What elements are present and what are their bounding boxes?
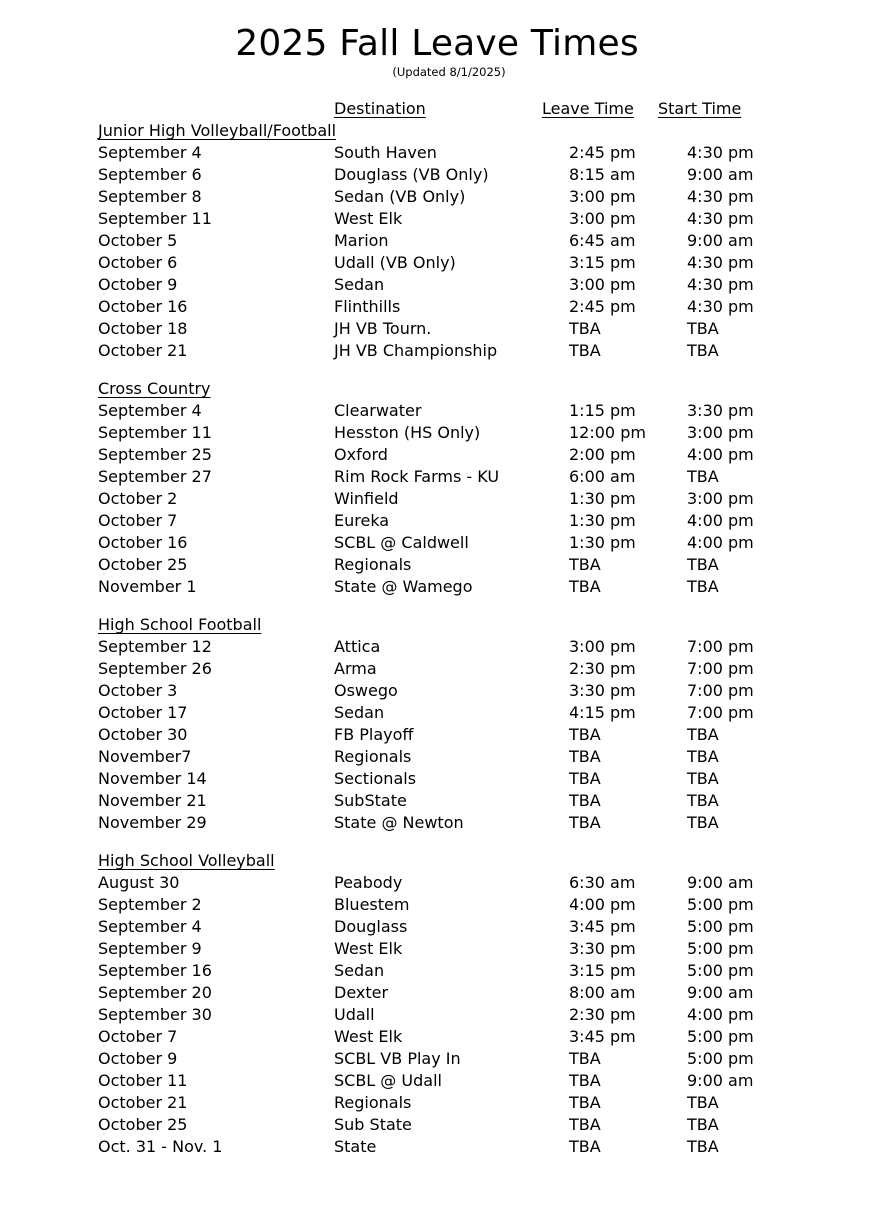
leave-time: 4:15 pm — [569, 703, 636, 722]
event-date: November 1 — [98, 577, 197, 596]
event-destination: JH VB Tourn. — [334, 319, 432, 338]
start-time-header: Start Time — [658, 99, 742, 118]
schedule-row — [0, 680, 874, 702]
event-date: September 2 — [98, 895, 202, 914]
start-time: 3:30 pm — [687, 401, 754, 420]
leave-time: 3:15 pm — [569, 253, 636, 272]
schedule-row — [0, 340, 874, 362]
start-time: 4:00 pm — [687, 533, 754, 552]
event-date: October 11 — [98, 1071, 188, 1090]
destination-header: Destination — [334, 99, 426, 118]
event-destination: South Haven — [334, 143, 437, 162]
event-destination: State @ Newton — [334, 813, 464, 832]
schedule-row — [0, 444, 874, 466]
schedule-row — [0, 186, 874, 208]
event-date: October 9 — [98, 275, 178, 294]
schedule-section — [0, 850, 874, 1158]
schedule-row — [0, 1026, 874, 1048]
start-time: TBA — [687, 319, 719, 338]
event-date: September 25 — [98, 445, 212, 464]
leave-time: 6:00 am — [569, 467, 636, 486]
start-time: 4:30 pm — [687, 297, 754, 316]
event-destination: Sedan (VB Only) — [334, 187, 466, 206]
schedule-row — [0, 1048, 874, 1070]
leave-time: 3:00 pm — [569, 209, 636, 228]
schedule-row — [0, 274, 874, 296]
start-time: 4:00 pm — [687, 445, 754, 464]
start-time: 9:00 am — [687, 231, 754, 250]
event-destination: Sub State — [334, 1115, 412, 1134]
leave-time: TBA — [569, 341, 601, 360]
schedule-row — [0, 230, 874, 252]
event-destination: Winfield — [334, 489, 399, 508]
event-destination: Udall — [334, 1005, 375, 1024]
event-date: October 18 — [98, 319, 188, 338]
leave-time: 2:00 pm — [569, 445, 636, 464]
event-date: October 21 — [98, 341, 188, 360]
event-date: October 5 — [98, 231, 178, 250]
event-date: October 25 — [98, 555, 188, 574]
leave-time: TBA — [569, 577, 601, 596]
schedule-row — [0, 318, 874, 340]
schedule-row — [0, 576, 874, 598]
schedule-row — [0, 1136, 874, 1158]
start-time: 7:00 pm — [687, 637, 754, 656]
event-destination: Marion — [334, 231, 389, 250]
event-destination: Udall (VB Only) — [334, 253, 456, 272]
event-date: October 7 — [98, 511, 178, 530]
event-destination: Oswego — [334, 681, 398, 700]
event-destination: Oxford — [334, 445, 388, 464]
event-date: September 11 — [98, 209, 212, 228]
schedule-row — [0, 812, 874, 834]
event-date: September 6 — [98, 165, 202, 184]
event-destination: JH VB Championship — [334, 341, 498, 360]
event-date: October 7 — [98, 1027, 178, 1046]
section-title: High School Volleyball — [98, 851, 275, 870]
leave-time: 2:45 pm — [569, 297, 636, 316]
event-date: October 25 — [98, 1115, 188, 1134]
event-date: November 14 — [98, 769, 207, 788]
schedule-row — [0, 1092, 874, 1114]
start-time: 5:00 pm — [687, 961, 754, 980]
event-destination: Clearwater — [334, 401, 422, 420]
leave-time: TBA — [569, 555, 601, 574]
start-time: 5:00 pm — [687, 1049, 754, 1068]
event-destination: Douglass — [334, 917, 408, 936]
start-time: TBA — [687, 747, 719, 766]
schedule-row — [0, 982, 874, 1004]
leave-time: 3:45 pm — [569, 1027, 636, 1046]
event-destination: Arma — [334, 659, 377, 678]
start-time: 9:00 am — [687, 1071, 754, 1090]
event-date: September 4 — [98, 143, 202, 162]
schedule-row — [0, 488, 874, 510]
leave-time: TBA — [569, 1093, 601, 1112]
event-date: October 21 — [98, 1093, 188, 1112]
event-date: September 26 — [98, 659, 212, 678]
start-time: TBA — [687, 467, 719, 486]
event-date: October 16 — [98, 533, 188, 552]
event-destination: Sectionals — [334, 769, 417, 788]
schedule-row — [0, 790, 874, 812]
leave-time: TBA — [569, 1115, 601, 1134]
start-time: TBA — [687, 1115, 719, 1134]
event-date: October 17 — [98, 703, 188, 722]
leave-time: 1:15 pm — [569, 401, 636, 420]
event-destination: State — [334, 1137, 377, 1156]
schedule-sections — [0, 120, 874, 1174]
schedule-row — [0, 960, 874, 982]
event-destination: Regionals — [334, 555, 412, 574]
start-time: 4:30 pm — [687, 143, 754, 162]
leave-time: 8:15 am — [569, 165, 636, 184]
event-date: September 20 — [98, 983, 212, 1002]
event-date: September 4 — [98, 917, 202, 936]
event-date: September 30 — [98, 1005, 212, 1024]
start-time: TBA — [687, 769, 719, 788]
event-destination: SCBL @ Udall — [334, 1071, 442, 1090]
leave-time: TBA — [569, 747, 601, 766]
schedule-row — [0, 636, 874, 658]
event-destination: State @ Wamego — [334, 577, 473, 596]
leave-time: 2:30 pm — [569, 1005, 636, 1024]
event-date: October 9 — [98, 1049, 178, 1068]
schedule-section — [0, 614, 874, 834]
schedule-row — [0, 510, 874, 532]
event-date: August 30 — [98, 873, 180, 892]
leave-time-header: Leave Time — [542, 99, 634, 118]
event-destination: SubState — [334, 791, 407, 810]
event-destination: Hesston (HS Only) — [334, 423, 481, 442]
leave-time: TBA — [569, 813, 601, 832]
event-date: October 30 — [98, 725, 188, 744]
start-time: 9:00 am — [687, 165, 754, 184]
event-destination: West Elk — [334, 939, 403, 958]
start-time: 4:00 pm — [687, 511, 754, 530]
event-destination: Sedan — [334, 961, 385, 980]
start-time: 5:00 pm — [687, 1027, 754, 1046]
schedule-row — [0, 422, 874, 444]
schedule-row — [0, 208, 874, 230]
event-destination: West Elk — [334, 1027, 403, 1046]
leave-time: 6:45 am — [569, 231, 636, 250]
leave-time: TBA — [569, 769, 601, 788]
leave-time: 1:30 pm — [569, 511, 636, 530]
page-title: 2025 Fall Leave Times — [235, 23, 639, 64]
schedule-row — [0, 554, 874, 576]
start-time: 4:30 pm — [687, 275, 754, 294]
event-destination: Rim Rock Farms - KU — [334, 467, 500, 486]
event-date: October 16 — [98, 297, 188, 316]
leave-time: 3:30 pm — [569, 939, 636, 958]
schedule-row — [0, 532, 874, 554]
schedule-row — [0, 400, 874, 422]
leave-time: TBA — [569, 791, 601, 810]
start-time: 4:30 pm — [687, 253, 754, 272]
leave-time: 3:00 pm — [569, 637, 636, 656]
schedule-row — [0, 746, 874, 768]
column-headers — [0, 97, 874, 121]
start-time: TBA — [687, 341, 719, 360]
start-time: 5:00 pm — [687, 895, 754, 914]
schedule-row — [0, 252, 874, 274]
event-date: September 27 — [98, 467, 212, 486]
leave-time: 1:30 pm — [569, 533, 636, 552]
leave-time: 3:45 pm — [569, 917, 636, 936]
event-date: September 11 — [98, 423, 212, 442]
event-destination: Attica — [334, 637, 381, 656]
section-title: High School Football — [98, 615, 262, 634]
schedule-section — [0, 378, 874, 598]
leave-time: 3:00 pm — [569, 275, 636, 294]
start-time: 4:00 pm — [687, 1005, 754, 1024]
event-date: October 3 — [98, 681, 178, 700]
leave-time: 12:00 pm — [569, 423, 646, 442]
start-time: 4:30 pm — [687, 209, 754, 228]
leave-time: TBA — [569, 725, 601, 744]
updated-note: (Updated 8/1/2025) — [392, 65, 506, 79]
event-destination: Sedan — [334, 703, 385, 722]
event-destination: Dexter — [334, 983, 389, 1002]
event-destination: Regionals — [334, 747, 412, 766]
schedule-row — [0, 916, 874, 938]
schedule-row — [0, 724, 874, 746]
start-time: TBA — [687, 1093, 719, 1112]
schedule-row — [0, 872, 874, 894]
leave-time: TBA — [569, 1049, 601, 1068]
event-destination: Bluestem — [334, 895, 410, 914]
start-time: 9:00 am — [687, 983, 754, 1002]
start-time: 7:00 pm — [687, 659, 754, 678]
start-time: TBA — [687, 813, 719, 832]
schedule-row — [0, 466, 874, 488]
start-time: TBA — [687, 1137, 719, 1156]
start-time: TBA — [687, 577, 719, 596]
schedule-row — [0, 1114, 874, 1136]
leave-time: 1:30 pm — [569, 489, 636, 508]
event-destination: Peabody — [334, 873, 403, 892]
schedule-row — [0, 702, 874, 724]
event-date: September 16 — [98, 961, 212, 980]
start-time: 7:00 pm — [687, 681, 754, 700]
leave-time: 2:45 pm — [569, 143, 636, 162]
start-time: 7:00 pm — [687, 703, 754, 722]
leave-time: 3:30 pm — [569, 681, 636, 700]
event-date: October 6 — [98, 253, 178, 272]
leave-time: 6:30 am — [569, 873, 636, 892]
start-time: TBA — [687, 725, 719, 744]
event-date: September 8 — [98, 187, 202, 206]
schedule-row — [0, 768, 874, 790]
event-destination: SCBL @ Caldwell — [334, 533, 469, 552]
schedule-row — [0, 894, 874, 916]
schedule-row — [0, 658, 874, 680]
event-destination: Douglass (VB Only) — [334, 165, 489, 184]
event-destination: Flinthills — [334, 297, 401, 316]
event-date: November 21 — [98, 791, 207, 810]
event-date: September 12 — [98, 637, 212, 656]
leave-time: 8:00 am — [569, 983, 636, 1002]
leave-time: TBA — [569, 1071, 601, 1090]
event-date: November 29 — [98, 813, 207, 832]
schedule-row — [0, 142, 874, 164]
event-destination: Sedan — [334, 275, 385, 294]
event-destination: Eureka — [334, 511, 390, 530]
schedule-row — [0, 164, 874, 186]
start-time: 4:30 pm — [687, 187, 754, 206]
event-date: October 2 — [98, 489, 178, 508]
schedule-row — [0, 296, 874, 318]
event-destination: Regionals — [334, 1093, 412, 1112]
start-time: TBA — [687, 555, 719, 574]
event-destination: SCBL VB Play In — [334, 1049, 461, 1068]
event-destination: FB Playoff — [334, 725, 414, 744]
start-time: 5:00 pm — [687, 939, 754, 958]
leave-time: TBA — [569, 1137, 601, 1156]
leave-time: 3:15 pm — [569, 961, 636, 980]
start-time: 3:00 pm — [687, 489, 754, 508]
event-date: September 4 — [98, 401, 202, 420]
start-time: 3:00 pm — [687, 423, 754, 442]
event-destination: West Elk — [334, 209, 403, 228]
event-date: November7 — [98, 747, 192, 766]
schedule-row — [0, 1004, 874, 1026]
section-title: Cross Country — [98, 379, 211, 398]
schedule-row — [0, 938, 874, 960]
section-title: Junior High Volleyball/Football — [98, 121, 337, 140]
event-date: Oct. 31 - Nov. 1 — [98, 1137, 223, 1156]
start-time: 9:00 am — [687, 873, 754, 892]
start-time: TBA — [687, 791, 719, 810]
leave-time: 2:30 pm — [569, 659, 636, 678]
leave-time: TBA — [569, 319, 601, 338]
schedule-row — [0, 1070, 874, 1092]
schedule-section — [0, 120, 874, 362]
leave-time: 3:00 pm — [569, 187, 636, 206]
start-time: 5:00 pm — [687, 917, 754, 936]
leave-time: 4:00 pm — [569, 895, 636, 914]
event-date: September 9 — [98, 939, 202, 958]
